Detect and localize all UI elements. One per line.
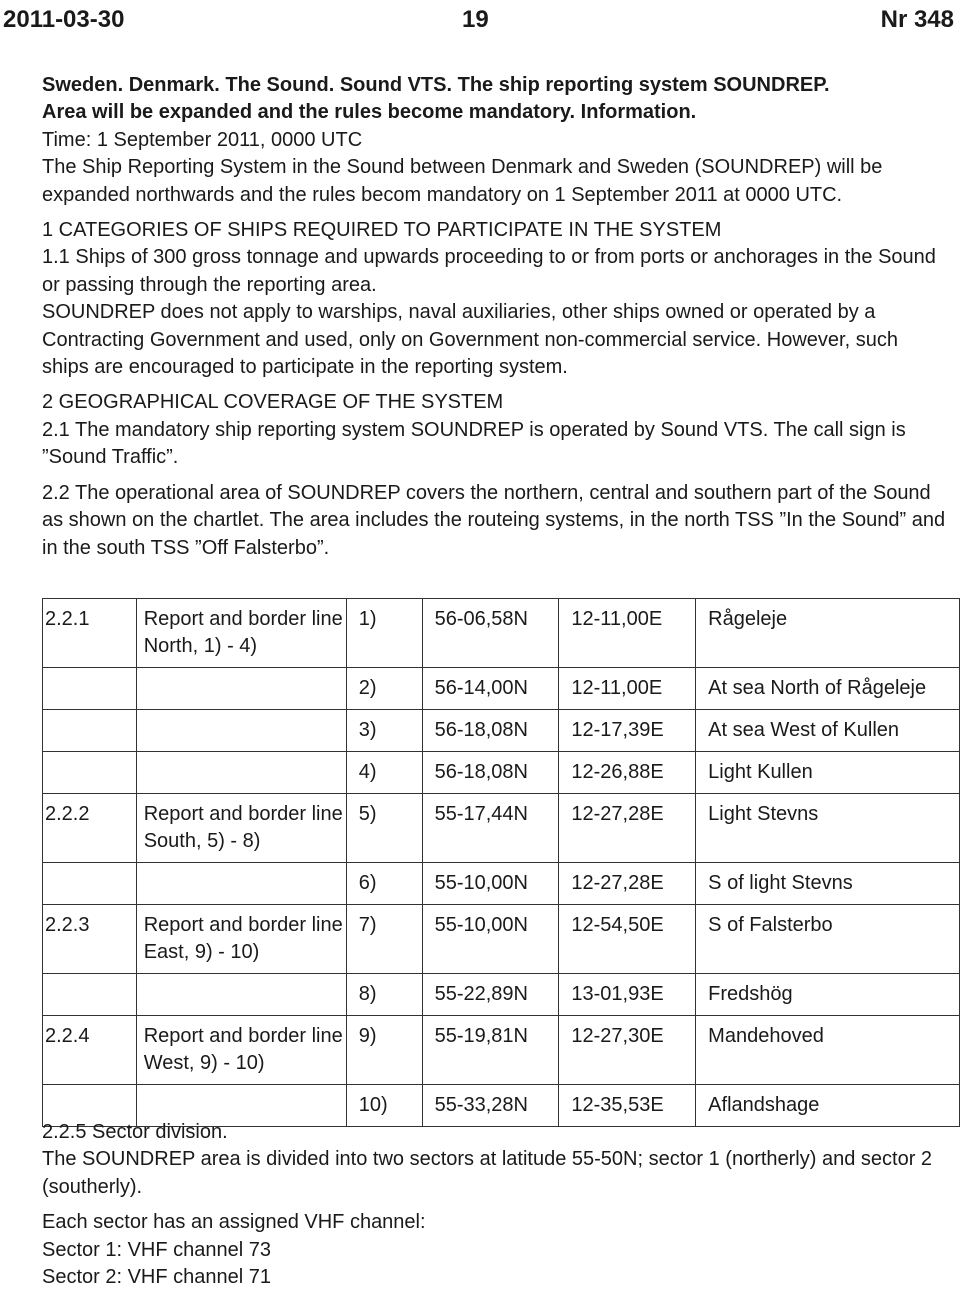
section-description-cell — [136, 668, 346, 710]
section-number-cell: 2.2.3 — [43, 905, 137, 974]
latitude-cell: 56-18,08N — [422, 710, 559, 752]
section-number-cell — [43, 863, 137, 905]
longitude-cell: 12-27,28E — [559, 863, 696, 905]
notice-title-line-2: Area will be expanded and the rules become mandatory. Information. — [42, 101, 697, 124]
notice-time: Time: 1 September 2011, 0000 UTC — [42, 128, 363, 151]
vhf-intro: Each sector has an assigned VHF channel: — [42, 1211, 426, 1234]
longitude-cell: 12-26,88E — [559, 752, 696, 794]
table-row — [43, 905, 960, 974]
longitude-cell: 12-35,53E — [559, 1085, 696, 1127]
point-number-cell: 2) — [346, 668, 422, 710]
place-name-cell: Light Stevns — [696, 794, 960, 863]
place-name-cell: At sea North of Rågeleje — [696, 668, 960, 710]
place-name-cell: Light Kullen — [696, 752, 960, 794]
section-1-exemptions: SOUNDREP does not apply to warships, naval auxiliaries, other ships owned or operated by a Contracting Government and used, only on Government non-commercial service. However, such ships are encouraged to participate in the reporting system. — [42, 301, 898, 379]
table-row — [43, 1016, 960, 1085]
coordinates-table-body — [43, 599, 960, 1127]
point-number-cell: 7) — [346, 905, 422, 974]
section-2-2: 2.2 The operational area of SOUNDREP covers the northern, central and southern part of the Sound as shown on the chartlet. The area includes the routeing systems, in the north TSS ”In the Sound” and in the south TSS ”Off Falsterbo”. — [42, 481, 946, 559]
section-number-cell: 2.2.4 — [43, 1016, 137, 1085]
header-issue-number: Nr 348 — [880, 6, 954, 33]
point-number-cell: 1) — [346, 599, 422, 668]
place-name-cell: Rågeleje — [696, 599, 960, 668]
section-number-cell: 2.2.1 — [43, 599, 137, 668]
longitude-cell: 12-17,39E — [559, 710, 696, 752]
table-row — [43, 710, 960, 752]
place-name-cell: At sea West of Kullen — [696, 710, 960, 752]
place-name-cell: Aflandshage — [696, 1085, 960, 1127]
section-description-cell: Report and border line South, 5) - 8) — [136, 794, 346, 863]
section-number-cell — [43, 668, 137, 710]
section-description-cell — [136, 863, 346, 905]
longitude-cell: 12-27,30E — [559, 1016, 696, 1085]
section-1-heading: 1 CATEGORIES OF SHIPS REQUIRED TO PARTICIPATE IN THE SYSTEM — [42, 219, 722, 242]
longitude-cell: 12-27,28E — [559, 794, 696, 863]
section-description-cell — [136, 752, 346, 794]
section-number-cell — [43, 710, 137, 752]
notice-intro: The Ship Reporting System in the Sound between Denmark and Sweden (SOUNDREP) will be expanded northwards and the rules becom mandatory on 1 September 2011 at 0000 UTC. — [42, 156, 883, 206]
latitude-cell: 56-06,58N — [422, 599, 559, 668]
section-number-cell: 2.2.2 — [43, 794, 137, 863]
point-number-cell: 6) — [346, 863, 422, 905]
sector-division — [42, 1119, 947, 1291]
section-description-cell — [136, 974, 346, 1016]
notice-title-line-1: Sweden. Denmark. The Sound. Sound VTS. The ship reporting system SOUNDREP. — [42, 74, 830, 96]
point-number-cell: 9) — [346, 1016, 422, 1085]
point-number-cell: 10) — [346, 1085, 422, 1127]
place-name-cell: Mandehoved — [696, 1016, 960, 1085]
sector-division-heading: 2.2.5 Sector division. — [42, 1121, 228, 1143]
section-description-cell — [136, 710, 346, 752]
place-name-cell: S of light Stevns — [696, 863, 960, 905]
section-description-cell: Report and border line North, 1) - 4) — [136, 599, 346, 668]
longitude-cell: 12-11,00E — [559, 668, 696, 710]
latitude-cell: 56-18,08N — [422, 752, 559, 794]
place-name-cell: Fredshög — [696, 974, 960, 1016]
table-row — [43, 974, 960, 1016]
point-number-cell: 4) — [346, 752, 422, 794]
header-page-number: 19 — [462, 6, 489, 33]
page-header — [0, 0, 960, 40]
section-1-1: 1.1 Ships of 300 gross tonnage and upwards proceeding to or from ports or anchorages in the Sound or passing through the reporting area. — [42, 246, 936, 296]
header-date: 2011-03-30 — [3, 6, 125, 33]
section-number-cell — [43, 752, 137, 794]
longitude-cell: 12-54,50E — [559, 905, 696, 974]
latitude-cell: 55-22,89N — [422, 974, 559, 1016]
section-description-cell: Report and border line East, 9) - 10) — [136, 905, 346, 974]
section-description-cell: Report and border line West, 9) - 10) — [136, 1016, 346, 1085]
table-row — [43, 863, 960, 905]
coordinates-table — [42, 598, 960, 1127]
section-2-1: 2.1 The mandatory ship reporting system SOUNDREP is operated by Sound VTS. The call sign is ”Sound Traffic”. — [42, 418, 906, 469]
table-row — [43, 794, 960, 863]
longitude-cell: 13-01,93E — [559, 974, 696, 1016]
section-number-cell — [43, 974, 137, 1016]
place-name-cell: S of Falsterbo — [696, 905, 960, 974]
latitude-cell: 55-19,81N — [422, 1016, 559, 1085]
table-row — [43, 599, 960, 668]
table-row — [43, 668, 960, 710]
longitude-cell: 12-11,00E — [559, 599, 696, 668]
notice-body — [42, 72, 947, 562]
point-number-cell: 3) — [346, 710, 422, 752]
latitude-cell: 55-10,00N — [422, 863, 559, 905]
sector-1-vhf: Sector 1: VHF channel 73 — [42, 1238, 272, 1261]
latitude-cell: 56-14,00N — [422, 668, 559, 710]
sector-2-vhf: Sector 2: VHF channel 71 — [42, 1266, 272, 1289]
section-2-heading: 2 GEOGRAPHICAL COVERAGE OF THE SYSTEM — [42, 391, 504, 414]
point-number-cell: 5) — [346, 794, 422, 863]
latitude-cell: 55-10,00N — [422, 905, 559, 974]
latitude-cell: 55-33,28N — [422, 1085, 559, 1127]
table-row — [43, 752, 960, 794]
sector-division-text: The SOUNDREP area is divided into two sectors at latitude 55-50N; sector 1 (northerly) and sector 2 (southerly). — [42, 1148, 933, 1198]
point-number-cell: 8) — [346, 974, 422, 1016]
latitude-cell: 55-17,44N — [422, 794, 559, 863]
